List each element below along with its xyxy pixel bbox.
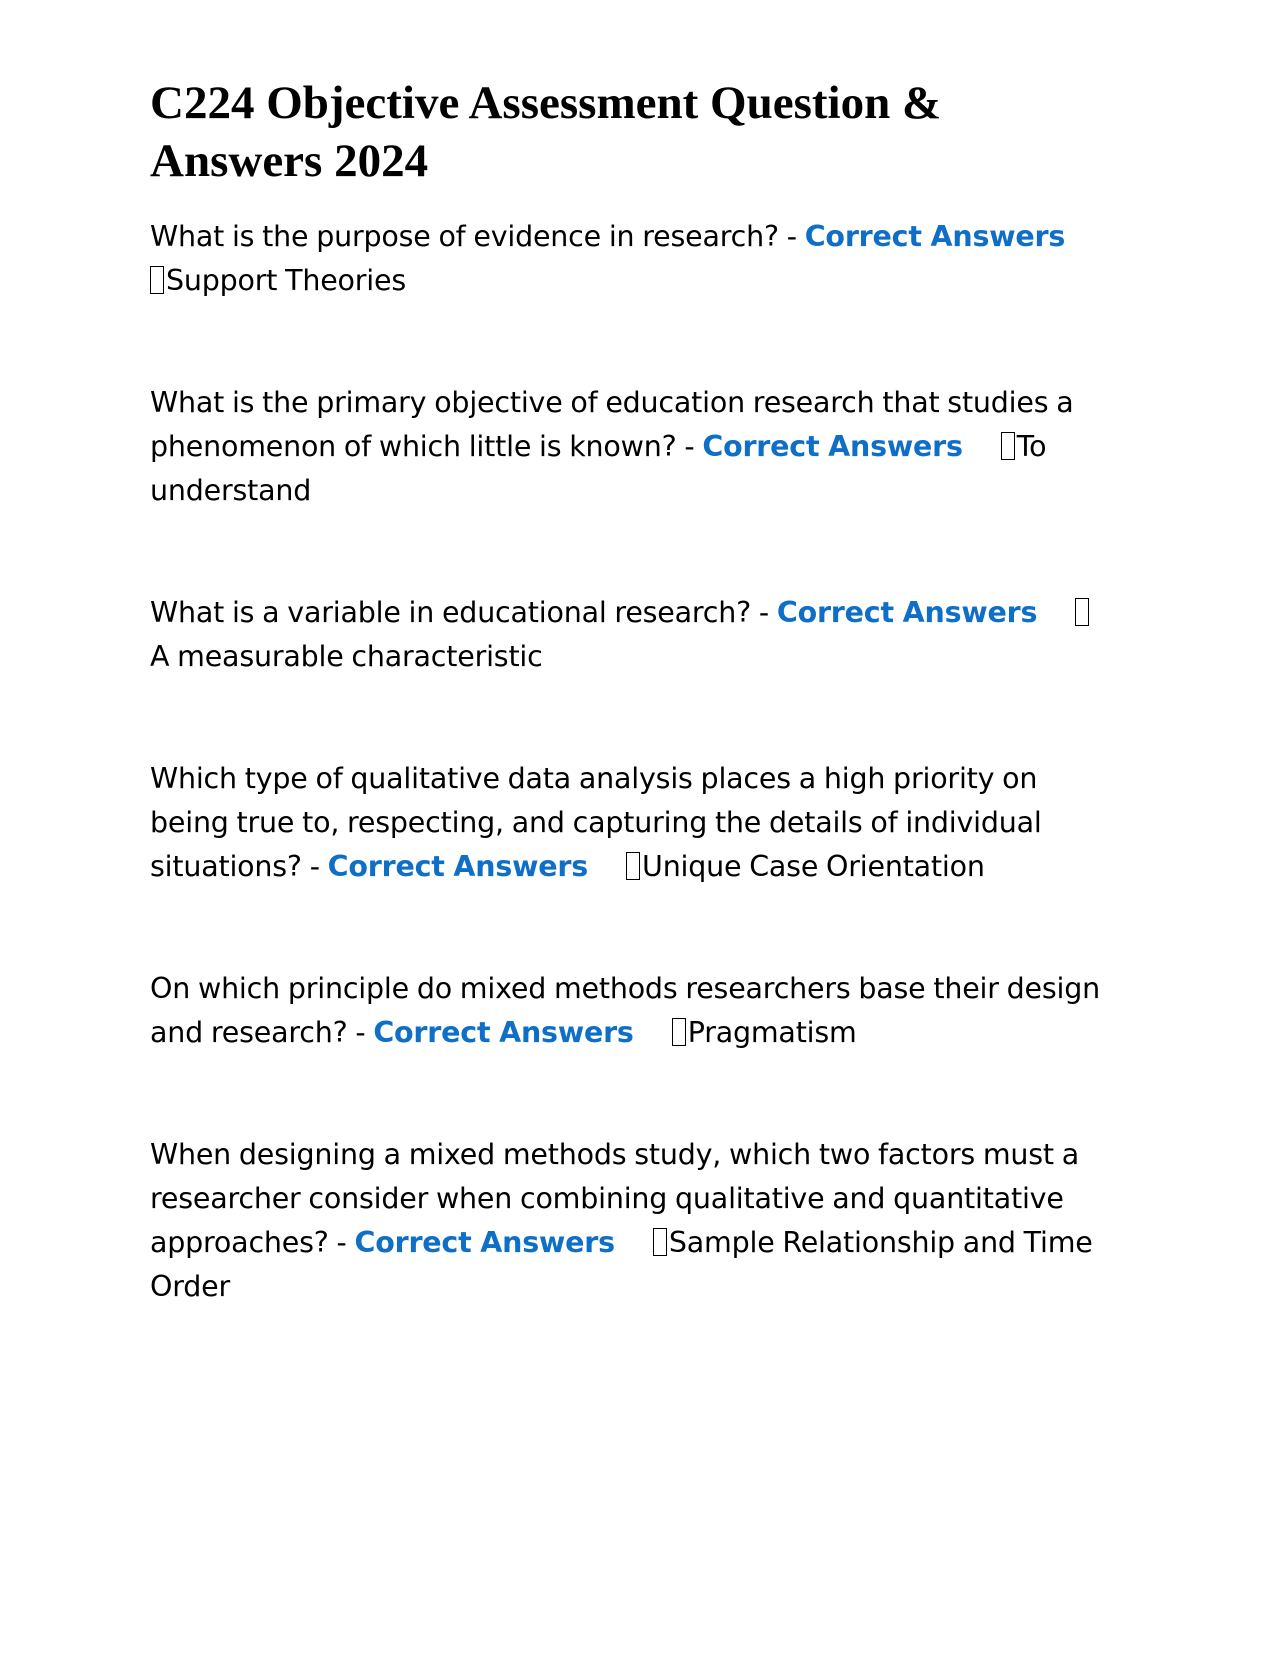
answer-text: Sample Relationship and Time Order [150, 1226, 1093, 1303]
correct-answers-label: Correct Answers [702, 430, 963, 463]
question-text: What is a variable in educational research? [150, 596, 752, 629]
missing-glyph-icon [626, 852, 640, 880]
separator: - [676, 430, 703, 463]
question-text: Which type of qualitative data analysis places a high priority on being true to, respecting, and capturing the details of individual situations? [150, 762, 1042, 883]
separator: - [301, 850, 328, 883]
answer-text: A measurable characteristic [150, 640, 543, 673]
correct-answers-label: Correct Answers [327, 850, 589, 883]
missing-glyph-icon [1075, 598, 1089, 626]
missing-glyph-icon [672, 1018, 686, 1046]
missing-glyph-icon [653, 1228, 667, 1256]
qa-item [150, 1133, 1110, 1309]
document-title: C224 Objective Assessment Question & Answers 2024 [150, 77, 942, 187]
qa-item [150, 591, 1110, 679]
qa-item [150, 757, 1110, 889]
answer-text: Unique Case Orientation [642, 850, 985, 883]
question-text: What is the purpose of evidence in research? [150, 220, 779, 253]
question-text: What is the primary objective of education research that studies a phenomenon of which little is known? [150, 386, 1074, 463]
answer-text: To understand [150, 430, 1047, 507]
answer-text: Support Theories [166, 264, 406, 297]
correct-answers-label: Correct Answers [804, 220, 1066, 253]
missing-glyph-icon [1001, 432, 1015, 460]
separator: - [778, 220, 805, 253]
qa-item [150, 967, 1110, 1055]
question-text: On which principle do mixed methods researchers base their design and research? [150, 972, 1100, 1049]
separator: - [328, 1226, 355, 1259]
correct-answers-label: Correct Answers [776, 596, 1038, 629]
correct-answers-label: Correct Answers [373, 1016, 634, 1049]
separator: - [751, 596, 777, 629]
document-page [150, 74, 1110, 1387]
separator: - [347, 1016, 374, 1049]
missing-glyph-icon [150, 266, 164, 294]
correct-answers-label: Correct Answers [354, 1226, 615, 1259]
qa-item [150, 381, 1110, 513]
answer-text: Pragmatism [687, 1016, 857, 1049]
qa-item [150, 215, 1110, 303]
question-text: When designing a mixed methods study, which two factors must a researcher consider when combining qualitative and quantitative approaches? [150, 1138, 1080, 1259]
